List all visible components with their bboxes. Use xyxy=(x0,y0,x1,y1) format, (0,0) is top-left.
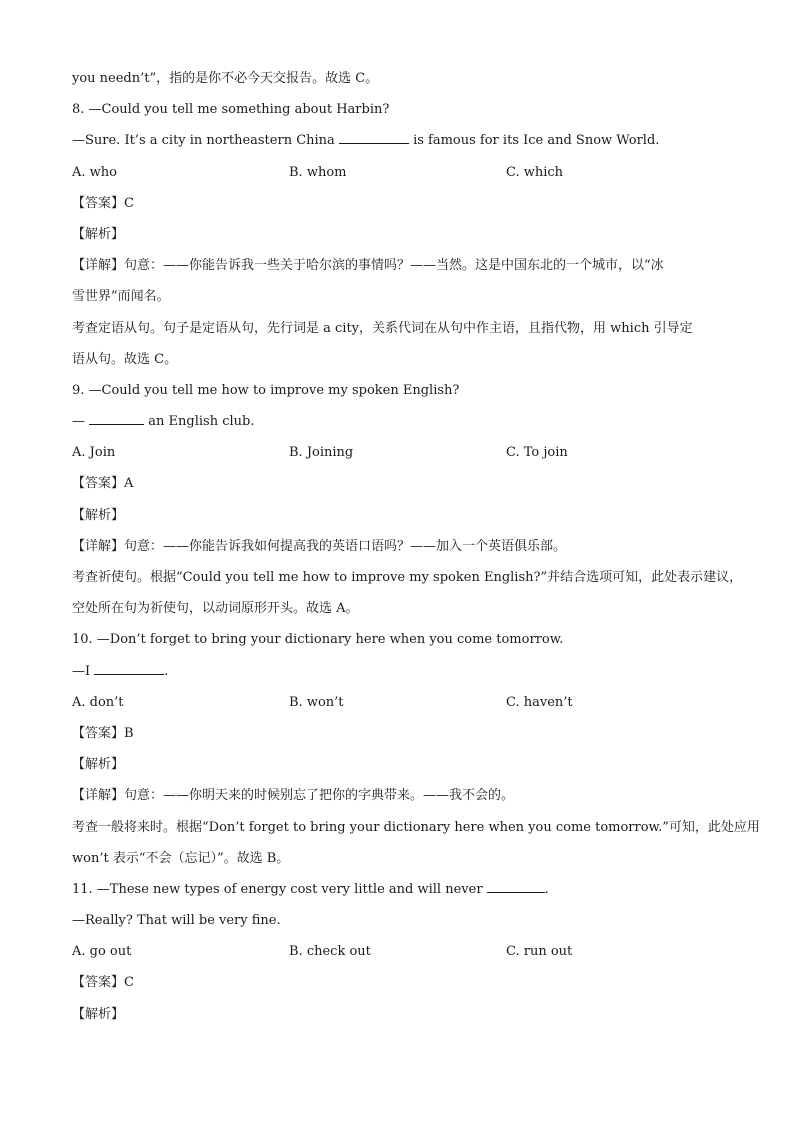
text-before-blank: —I xyxy=(72,663,95,679)
option-c: C. haven’t xyxy=(506,694,573,710)
text-line: 考查定语从句。句子是定语从句，先行词是 a city，关系代词在从句中作主语，且指代物，用 which 引导定 xyxy=(72,320,693,336)
document-page xyxy=(72,63,760,1030)
question-line-with-blank xyxy=(72,406,732,437)
option-a: A. who xyxy=(72,164,117,180)
text-line: you needn’t”，指的是你不必今天交报告。故选 C。 xyxy=(72,71,379,86)
question-line-with-blank xyxy=(72,125,732,156)
option-b: B. whom xyxy=(289,164,347,180)
question-line-with-blank xyxy=(72,656,732,687)
text-after-blank: . xyxy=(164,663,169,679)
text-line: —Really? That will be very fine. xyxy=(72,913,281,929)
text-line: 【详解】句意：——你能告诉我一些关于哈尔滨的事情吗？——当然。这是中国东北的一个城市，以“冰 xyxy=(72,258,664,274)
answer-options xyxy=(72,437,732,468)
option-c: C. To join xyxy=(506,445,568,461)
text-line: 【解析】 xyxy=(72,757,125,773)
question-line-with-blank xyxy=(72,874,732,905)
text-line: 【答案】C xyxy=(72,975,134,991)
answer-blank xyxy=(89,413,144,425)
text-line: 9. —Could you tell me how to improve my spoken English? xyxy=(72,382,460,398)
answer-options xyxy=(72,157,732,188)
text-line: 空处所在句为祈使句，以动词原形开头。故选 A。 xyxy=(72,601,359,617)
text-after-blank: . xyxy=(544,881,549,897)
text-line: 【解析】 xyxy=(72,1006,125,1022)
text-before-blank: —Sure. It’s a city in northeastern China xyxy=(72,133,339,149)
answer-blank xyxy=(339,132,409,144)
option-b: B. Joining xyxy=(289,445,354,461)
option-a: A. go out xyxy=(72,944,132,960)
option-b: B. check out xyxy=(289,944,371,960)
text-line: 考查祈使句。根据“Could you tell me how to improve my spoken English?”并结合选项可知，此处表示建议， xyxy=(72,570,743,585)
answer-options xyxy=(72,687,732,718)
text-line: 【详解】句意：——你明天来的时候别忘了把你的字典带来。——我不会的。 xyxy=(72,788,515,804)
option-c: C. run out xyxy=(506,944,573,960)
text-line: 【解析】 xyxy=(72,226,125,242)
text-line: 语从句。故选 C。 xyxy=(72,351,178,367)
answer-options xyxy=(72,936,732,967)
text-line: 【答案】C xyxy=(72,195,134,211)
text-before-blank: — xyxy=(72,414,90,430)
option-c: C. which xyxy=(506,164,564,180)
text-line: 【详解】句意：——你能告诉我如何提高我的英语口语吗？——加入一个英语俱乐部。 xyxy=(72,538,567,554)
text-before-blank: 11. —These new types of energy cost very little and will never xyxy=(72,881,487,897)
text-line: 雪世界”而闻名。 xyxy=(72,289,170,305)
text-line: 8. —Could you tell me something about Harbin? xyxy=(72,102,390,118)
text-line: 【答案】A xyxy=(72,476,134,492)
answer-blank xyxy=(487,881,545,893)
option-a: A. don’t xyxy=(72,694,124,710)
answer-blank xyxy=(94,663,164,675)
option-b: B. won’t xyxy=(289,694,344,710)
text-line: 考查一般将来时。根据“Don’t forget to bring your dictionary here when you come tomorrow.”可知，此处应用 xyxy=(72,819,760,835)
text-line: 【答案】B xyxy=(72,725,134,741)
text-after-blank: is famous for its Ice and Snow World. xyxy=(408,133,660,149)
text-line: 【解析】 xyxy=(72,507,125,523)
option-a: A. Join xyxy=(72,445,116,461)
text-line: 10. —Don’t forget to bring your dictionary here when you come tomorrow. xyxy=(72,632,564,648)
text-after-blank: an English club. xyxy=(144,414,255,430)
text-line: won’t 表示“不会（忘记）”。故选 B。 xyxy=(72,850,290,866)
